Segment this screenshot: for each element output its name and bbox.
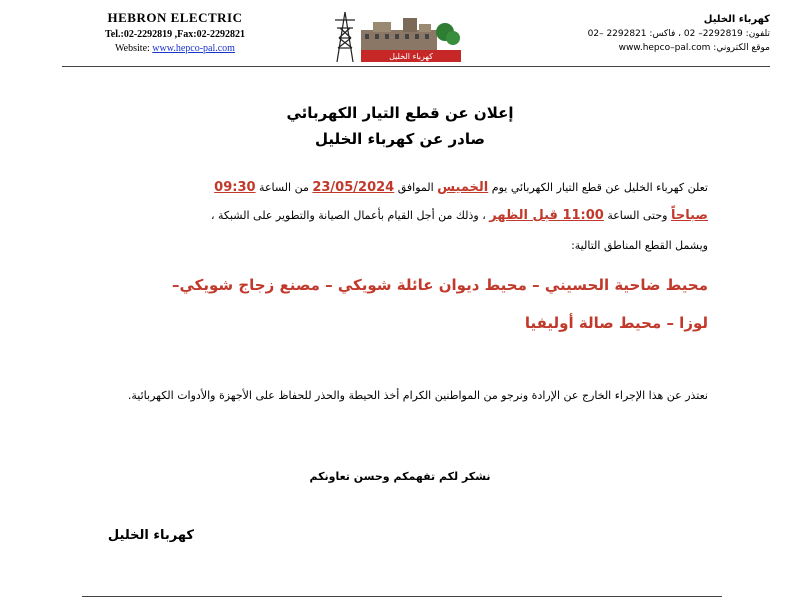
contact-info-en: Tel.:02-2292819 ,Fax:02-2292821 <box>105 29 245 40</box>
notice-reason: ، وذلك من أجل القيام بأعمال الصيانة والتطوير على الشبكة ، <box>210 209 486 222</box>
notice-date-label: الموافق <box>397 181 434 194</box>
footer-divider <box>82 596 722 597</box>
outage-end-time: 11:00 قبل الظهر <box>489 208 604 223</box>
start-time-suffix: صباحاً <box>670 208 708 223</box>
website-line-ar <box>510 43 770 53</box>
header-english-block <box>70 10 280 54</box>
affected-areas-line-1: محيط ضاحية الحسيني – محيط ديوان عائلة شويكي – مصنع زجاج شويكي– <box>171 276 708 294</box>
areas-intro: ويشمل القطع المناطق التالية: <box>571 239 708 252</box>
affected-areas-line-2: لوزا – محيط صالة أوليفيا <box>524 314 708 332</box>
company-logo <box>325 8 465 64</box>
notice-until-label: وحتى الساعة <box>607 209 668 222</box>
outage-start-time: 09:30 <box>214 180 256 195</box>
thanks-line: نشكر لكم تفهمكم وحسن تعاونكم <box>309 470 491 483</box>
notice-line-2 <box>88 208 708 224</box>
header-divider <box>62 66 770 67</box>
website-line-en <box>70 43 280 54</box>
outage-day: الخميس <box>437 180 489 195</box>
header-arabic-block <box>510 14 770 57</box>
contact-info-ar: تلفون: 2292819– 02 ، فاكس: 2292821 –02 <box>587 29 770 39</box>
city-buildings-icon <box>361 18 460 50</box>
outage-date: 23/05/2024 <box>312 180 395 195</box>
signature: كهرباء الخليل <box>107 528 194 543</box>
announcement-subtitle: صادر عن كهرباء الخليل <box>315 130 485 148</box>
website-label-en: Website: <box>115 43 150 54</box>
transmission-tower-icon <box>335 12 355 62</box>
announcement-title: إعلان عن قطع التيار الكهربائي <box>286 104 514 122</box>
notice-intro: تعلن كهرباء الخليل عن قطع التيار الكهربائي يوم <box>491 181 708 194</box>
website-label-ar: موقع الكتروني: <box>713 43 770 53</box>
notice-line-1 <box>88 180 708 196</box>
company-name-en: HEBRON ELECTRIC <box>107 10 243 25</box>
notice-from-label: من الساعة <box>259 181 309 194</box>
website-link[interactable]: www.hepco-pal.com <box>152 43 235 54</box>
logo-text: كهرباء الخليل <box>389 52 433 61</box>
company-name-ar: كهرباء الخليل <box>703 14 770 25</box>
apology-paragraph: نعتذر عن هذا الإجراء الخارج عن الإرادة ونرجو من المواطنين الكرام أخذ الحيطة والحذر للحفاظ على الأجهزة والأدوات الكهربائية. <box>127 389 708 402</box>
website-url-ar: www.hepco–pal.com <box>618 43 711 53</box>
